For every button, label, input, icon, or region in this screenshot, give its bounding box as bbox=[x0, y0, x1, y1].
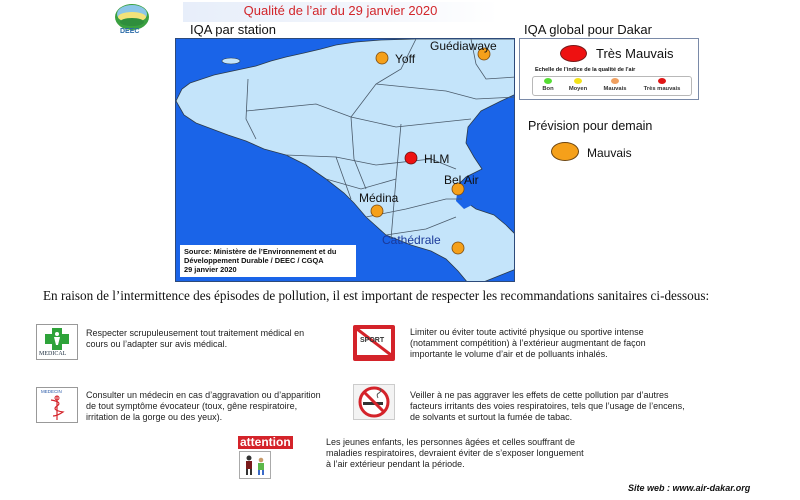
global-level-dot bbox=[560, 45, 587, 62]
global-level-label: Très Mauvais bbox=[596, 46, 674, 61]
forecast-level-dot bbox=[551, 142, 579, 161]
recommendation-sport: Limiter ou éviter toute activité physique ou sportive intense (notamment compétition) à l’extérieur augmentant de façon importante le volume d’air et de polluants inhalés. bbox=[410, 327, 646, 359]
recommendations-intro: En raison de l’intermittence des épisodes de pollution, il est important de respecter les recommandations sanitaires ci-dessous: bbox=[43, 288, 710, 303]
sport-icon-label: SPORT bbox=[360, 337, 385, 344]
website-link[interactable]: Site web : www.air-dakar.org bbox=[628, 483, 751, 493]
svg-text:Cathédrale: Cathédrale bbox=[382, 233, 441, 247]
doctor-icon bbox=[36, 387, 78, 423]
attention-text: Les jeunes enfants, les personnes âgées et celles souffrant de maladies respiratoires, devraient éviter de s’exposer longuement à l’air extérieur pendant la période. bbox=[326, 437, 584, 469]
logo-text: DEEC bbox=[120, 28, 140, 35]
station-yoff[interactable] bbox=[376, 52, 416, 66]
aqi-scale-legend bbox=[532, 76, 692, 96]
map-heading: IQA par station bbox=[190, 22, 276, 37]
forecast-heading: Prévision pour demain bbox=[528, 119, 653, 133]
recommendation-no-smoking: Veiller à ne pas aggraver les effets de cette pollution par d’autres facteurs irritants des voies respiratoires, tels que l’usage de l’encens, de solvants et surtout la fumée de tabac. bbox=[410, 390, 685, 422]
recommendation-doctor: Consulter un médecin en cas d’aggravation ou d’apparition de tout symptôme évocateur (toux, gêne respiratoire, irritation de la gorge ou des yeux). bbox=[86, 390, 321, 422]
global-heading: IQA global pour Dakar bbox=[524, 22, 652, 37]
svg-text:Bel Air: Bel Air bbox=[444, 173, 479, 187]
source-line-3: 29 janvier 2020 bbox=[184, 265, 237, 274]
no-smoking-icon bbox=[353, 384, 395, 420]
scale-item-mauvais bbox=[597, 78, 633, 92]
scale-title: Echelle de l’indice de la qualité de l’air bbox=[535, 67, 636, 73]
yellow-dot-icon bbox=[574, 78, 582, 84]
source-line-1: Source: Ministère de l’Environnement et du bbox=[184, 247, 337, 256]
orange-dot-icon bbox=[611, 78, 619, 84]
map-source-box bbox=[180, 245, 356, 277]
medical-icon-label: MEDICAL bbox=[39, 351, 67, 357]
no-sport-icon bbox=[353, 325, 395, 361]
vulnerable-people-icon bbox=[239, 451, 271, 479]
forecast-level-label: Mauvais bbox=[587, 146, 632, 160]
red-dot-icon bbox=[658, 78, 666, 84]
scale-item-bon bbox=[537, 78, 559, 92]
doctor-icon-label: MEDECIN bbox=[41, 389, 62, 394]
deec-logo bbox=[108, 2, 160, 42]
recommendation-medical: Respecter scrupuleusement tout traitement médical en cours ou l’adapter sur avis médical. bbox=[86, 328, 305, 349]
svg-text:Médina: Médina bbox=[359, 191, 399, 205]
scale-label-bon: Bon bbox=[542, 86, 554, 92]
svg-text:HLM: HLM bbox=[424, 152, 450, 166]
scale-item-tres-mauvais bbox=[635, 78, 689, 92]
svg-text:Yoff: Yoff bbox=[395, 52, 416, 66]
scale-label-tres-mauvais: Très mauvais bbox=[643, 86, 681, 92]
attention-label: attention bbox=[240, 435, 291, 449]
green-dot-icon bbox=[544, 78, 552, 84]
station-hlm[interactable] bbox=[405, 152, 449, 166]
scale-label-moyen: Moyen bbox=[568, 86, 588, 92]
source-line-2: Développement Durable / DEEC / CGQA bbox=[184, 256, 324, 265]
scale-label-mauvais: Mauvais bbox=[603, 86, 627, 92]
medical-icon bbox=[36, 324, 78, 360]
scale-item-moyen bbox=[563, 78, 593, 92]
svg-text:Guédiawaye: Guédiawaye bbox=[430, 39, 497, 53]
page-title: Qualité de l’air du 29 janvier 2020 bbox=[243, 3, 438, 18]
